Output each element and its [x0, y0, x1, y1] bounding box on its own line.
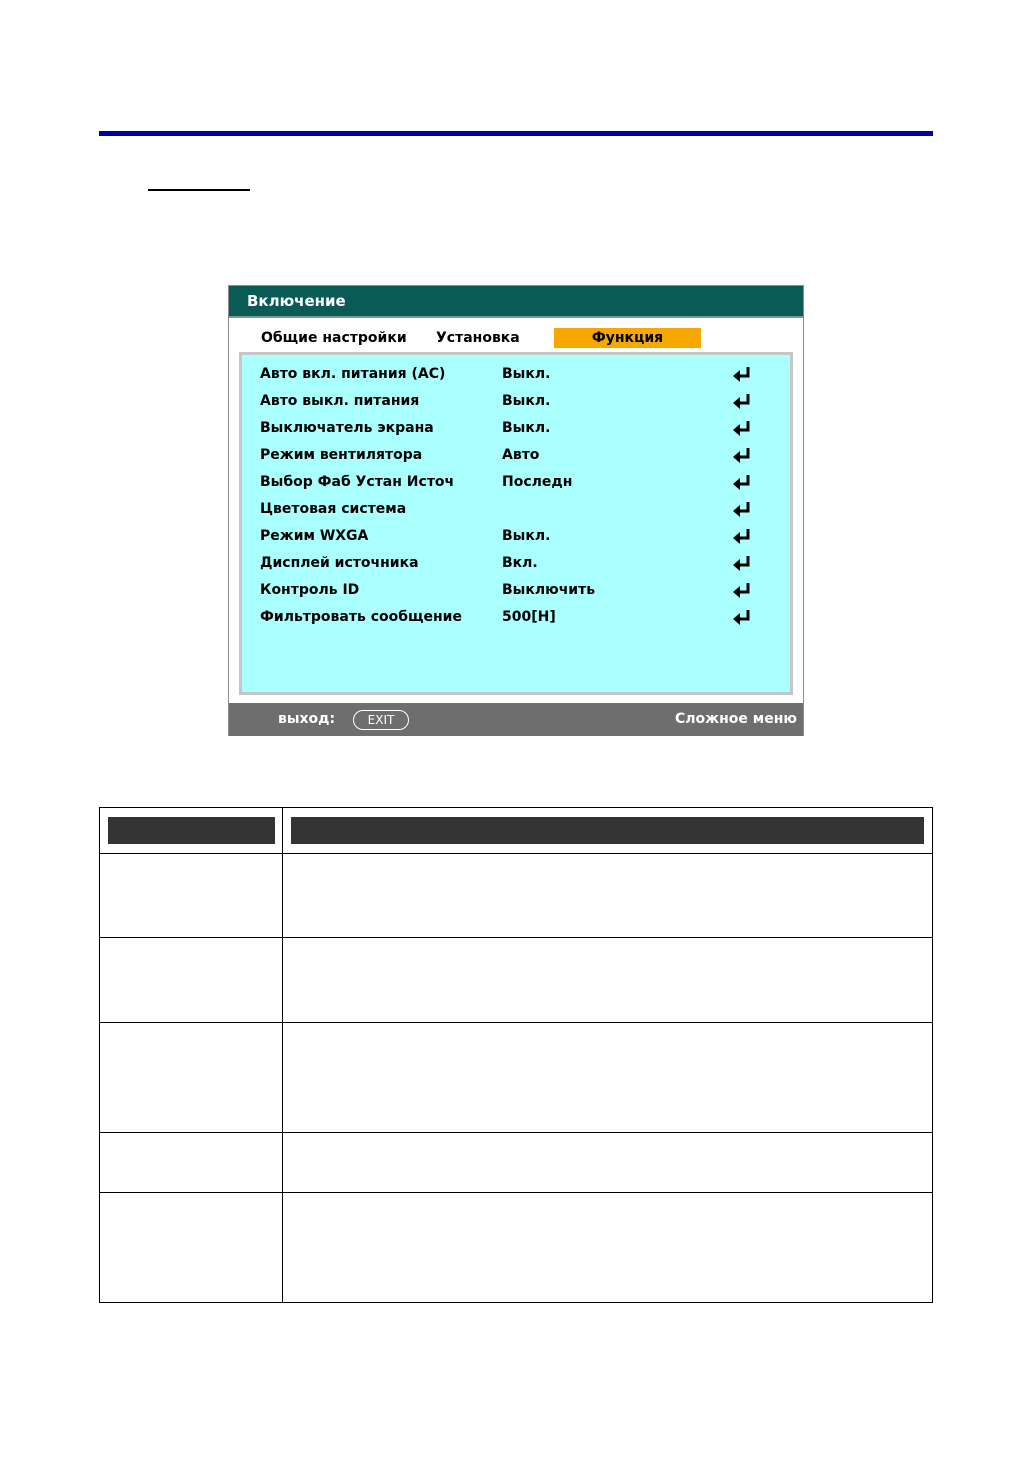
menu-row-filter-message[interactable]	[260, 606, 780, 628]
row-value: Выкл.	[502, 366, 551, 382]
osd-settings-panel	[239, 352, 793, 695]
row-label: Выключатель экрана	[260, 420, 434, 436]
menu-row-color-system[interactable]	[260, 498, 780, 520]
enter-icon[interactable]	[730, 499, 754, 519]
advanced-menu-label: Сложное меню	[675, 711, 797, 727]
enter-icon[interactable]	[730, 553, 754, 573]
row-label: Авто выкл. питания	[260, 393, 420, 409]
row-value: Выкл.	[502, 393, 551, 409]
table-header-item	[108, 817, 275, 844]
menu-row-auto-power-on[interactable]	[260, 363, 780, 385]
row-label: Режим вентилятора	[260, 447, 423, 463]
menu-row-source-display[interactable]	[260, 552, 780, 574]
enter-icon[interactable]	[730, 607, 754, 627]
osd-tab-bar	[229, 318, 803, 348]
row-value: 500[H]	[502, 609, 556, 625]
table-row-separator	[100, 937, 932, 938]
row-label: Фильтровать сообщение	[260, 609, 462, 625]
enter-icon[interactable]	[730, 580, 754, 600]
enter-icon[interactable]	[730, 472, 754, 492]
osd-footer-bar	[229, 703, 803, 736]
row-label: Авто вкл. питания (AC)	[260, 366, 446, 382]
row-value: Выключить	[502, 582, 596, 598]
tab-general-settings[interactable]: Общие настройки	[261, 330, 407, 346]
enter-icon[interactable]	[730, 391, 754, 411]
exit-button[interactable]: EXIT	[353, 710, 409, 730]
enter-icon[interactable]	[730, 526, 754, 546]
menu-row-screen-switch[interactable]	[260, 417, 780, 439]
osd-title: Включение	[229, 286, 803, 318]
osd-menu	[228, 285, 804, 736]
table-row-separator	[100, 1022, 932, 1023]
enter-icon[interactable]	[730, 418, 754, 438]
row-label: Дисплей источника	[260, 555, 419, 571]
row-value: Вкл.	[502, 555, 538, 571]
row-value: Выкл.	[502, 528, 551, 544]
tab-setup[interactable]: Установка	[436, 330, 520, 346]
page-top-rule	[99, 131, 933, 136]
section-heading-underline	[148, 189, 250, 191]
enter-icon[interactable]	[730, 445, 754, 465]
row-value: Выкл.	[502, 420, 551, 436]
row-value: Авто	[502, 447, 540, 463]
menu-row-auto-power-off[interactable]	[260, 390, 780, 412]
table-column-divider	[282, 808, 283, 1302]
row-label: Режим WXGA	[260, 528, 369, 544]
osd-content-frame	[229, 348, 803, 703]
row-value: Последн	[502, 474, 573, 490]
table-header-description	[291, 817, 924, 844]
menu-row-wxga-mode[interactable]	[260, 525, 780, 547]
table-row-separator	[100, 1192, 932, 1193]
row-label: Выбор Фаб Устан Источ	[260, 474, 455, 490]
menu-row-control-id[interactable]	[260, 579, 780, 601]
description-table	[99, 807, 933, 1303]
row-label: Цветовая система	[260, 501, 407, 517]
table-row-separator	[100, 853, 932, 854]
menu-row-fan-mode[interactable]	[260, 444, 780, 466]
enter-icon[interactable]	[730, 364, 754, 384]
menu-row-default-source[interactable]	[260, 471, 780, 493]
tab-function[interactable]: Функция	[554, 328, 701, 348]
row-label: Контроль ID	[260, 582, 360, 598]
exit-label: выход:	[278, 711, 336, 727]
table-row-separator	[100, 1132, 932, 1133]
